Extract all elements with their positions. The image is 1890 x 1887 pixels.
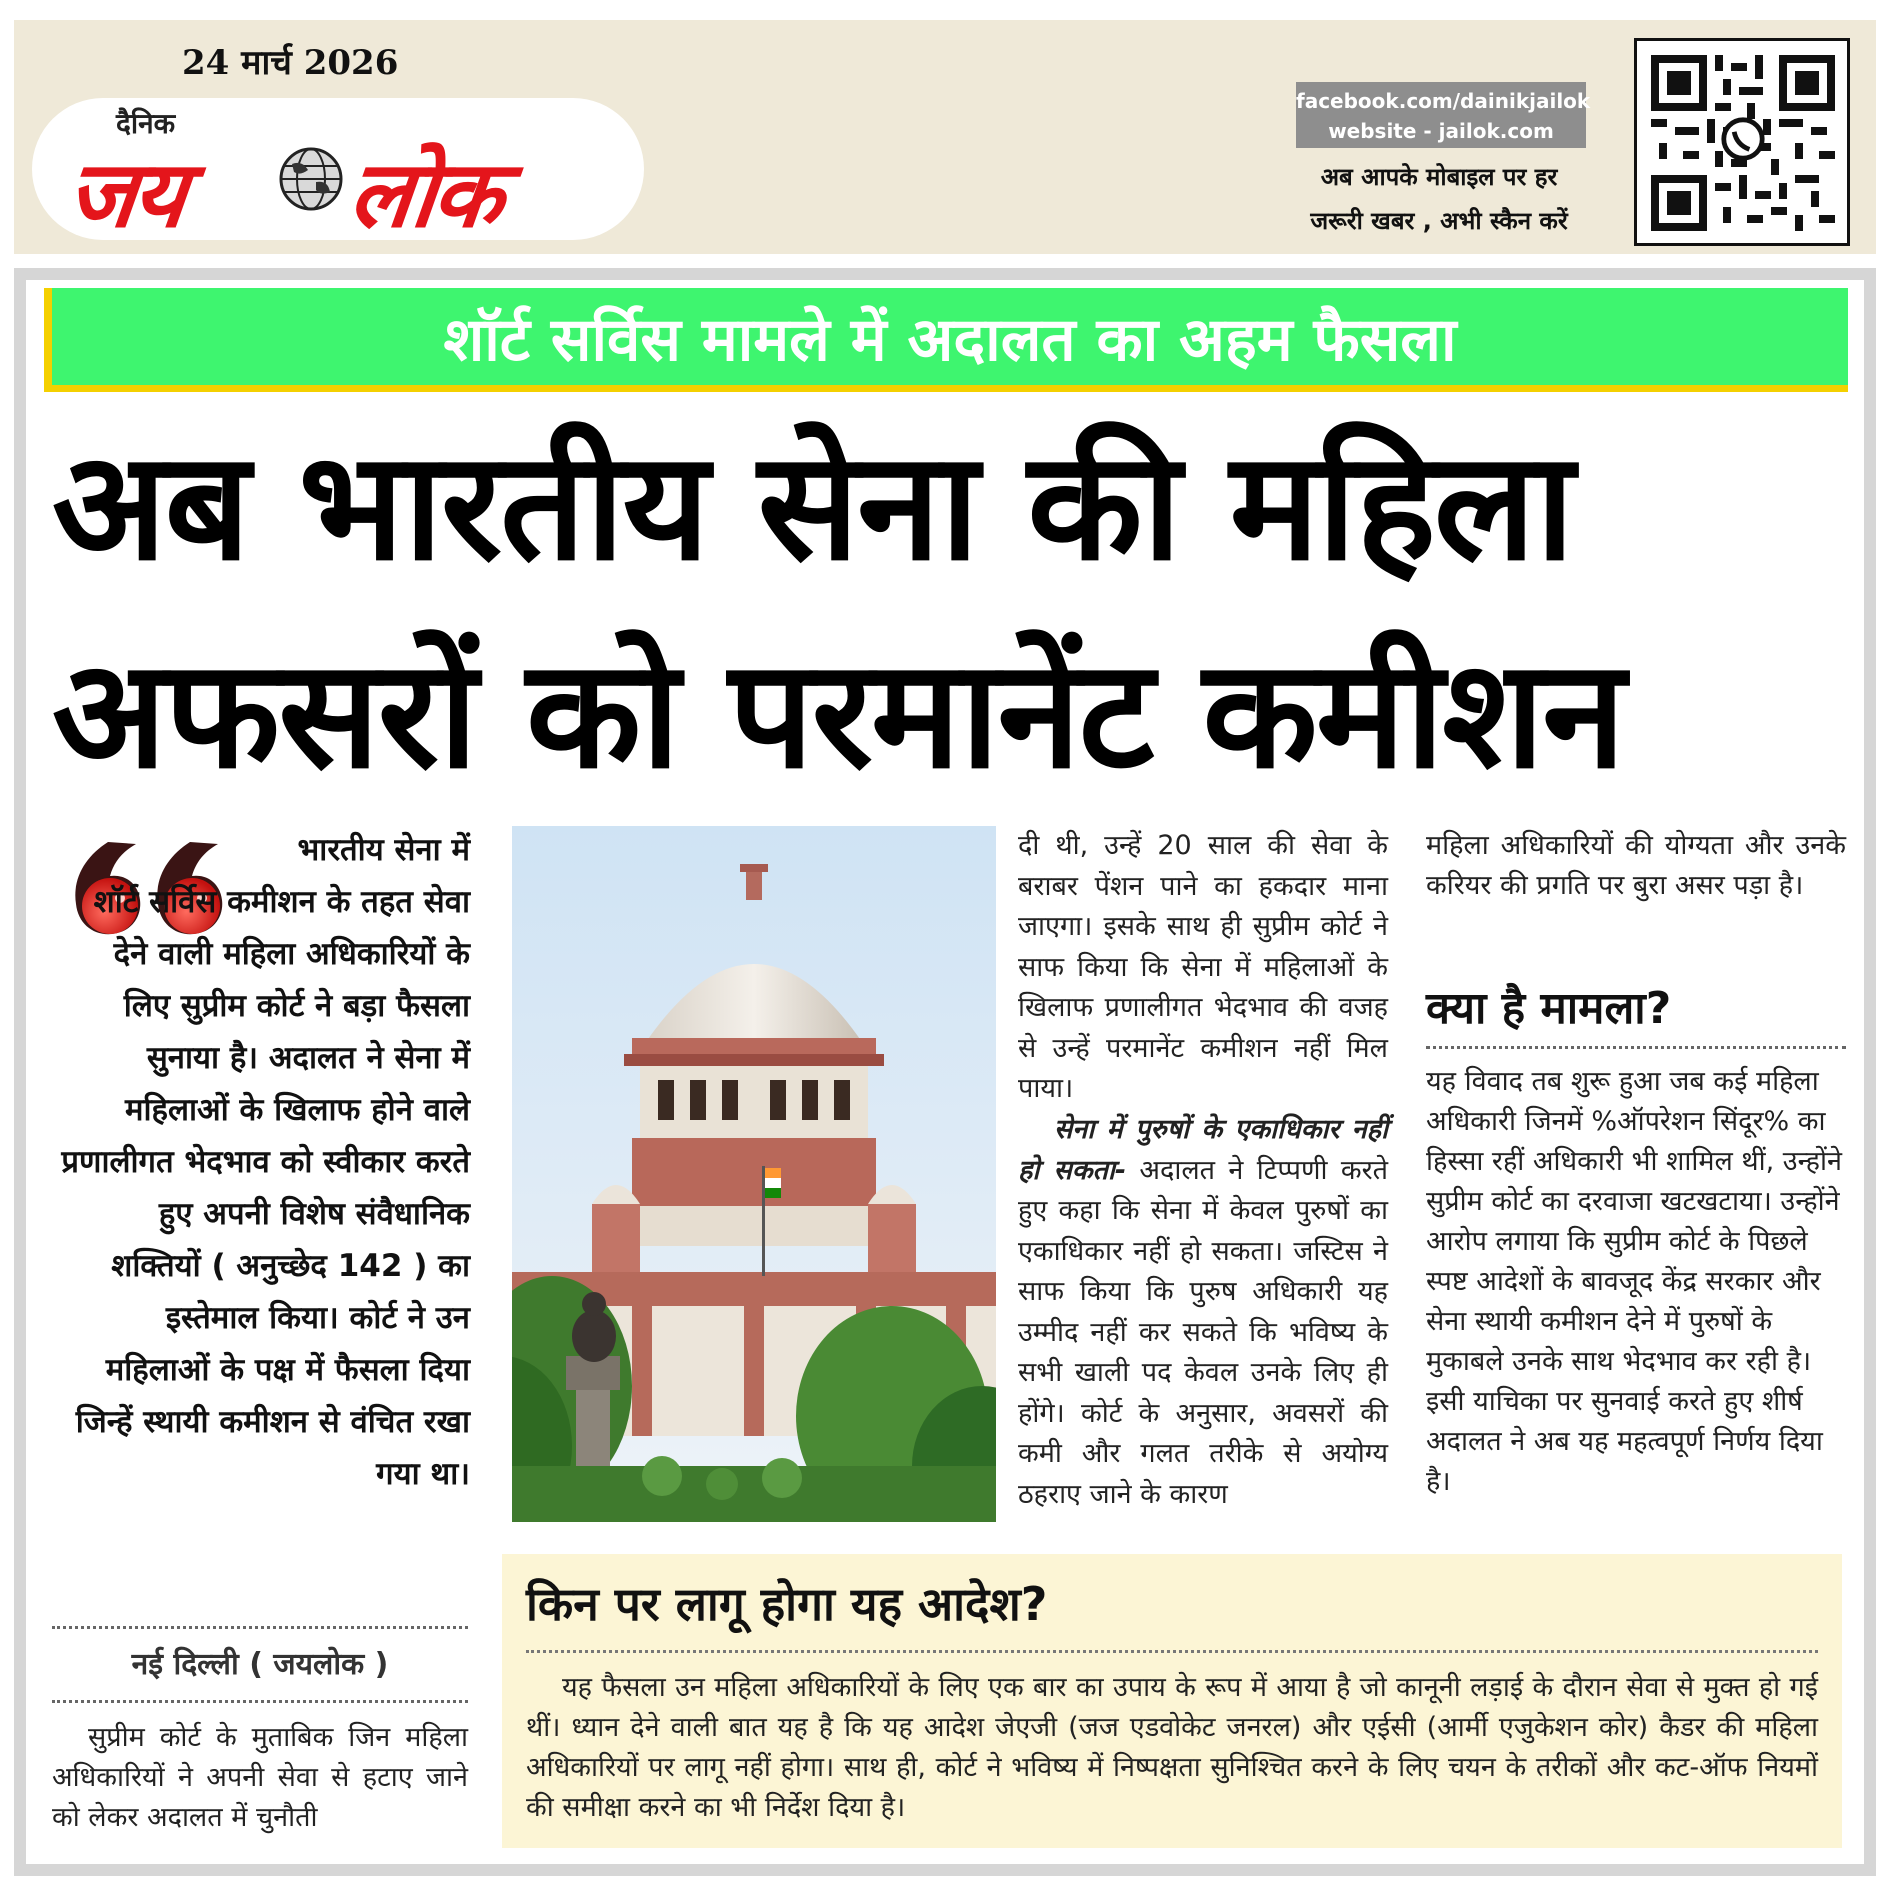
mobile-promo-line-1: अब आपके मोबाइल पर हर: [1320, 163, 1558, 191]
divider: [1426, 1046, 1846, 1049]
column-3-heading: क्या है मामला?: [1426, 983, 1672, 1034]
applicability-box: [502, 1554, 1842, 1848]
qr-code[interactable]: [1634, 38, 1850, 246]
facebook-link[interactable]: facebook.com/dainikjailok: [1296, 89, 1591, 113]
column-3-paragraph-2: यह विवाद तब शुरू हुआ जब कई महिला अधिकारी जिनमें %ऑपरेशन सिंदूर% का हिस्सा रहीं अधिकारी भी शामिल थीं, उन्होंने सुप्रीम कोर्ट का दरवाजा खटखटाया। उन्होंने आरोप लगाया कि सुप्रीम कोर्ट के पिछले स्पष्ट आदेशों के बावजूद केंद्र सरकार और सेना स्थायी कमीशन देने में पुरुषों के मुकाबले उनके साथ भेदभाव कर रही है। इसी याचिका पर सुनवाई करते हुए शीर्ष अदालत ने अब यह महत्वपूर्ण निर्णय दिया है।: [1426, 1066, 1842, 1497]
qr-code-icon: [1651, 53, 1835, 233]
divider: [52, 1626, 468, 1629]
kicker-text: शॉर्ट सर्विस मामले में अदालत का अहम फैसला: [443, 304, 1457, 375]
dateline: नई दिल्ली ( जयलोक ): [131, 1647, 389, 1682]
logo-word-jai: जय: [61, 141, 189, 248]
column-3-paragraph-1: महिला अधिकारियों की योग्यता और उनके करियर की प्रगति पर बुरा असर पड़ा है।: [1426, 830, 1846, 901]
column-2-subhead: सेना में पुरुषों के एकाधिकार नहीं हो सकता-: [1018, 1114, 1388, 1186]
headline-line-1: अब भारतीय सेना की महिला: [52, 420, 1573, 594]
headline-line-2: अफसरों को परमानेंट कमीशन: [52, 628, 1624, 802]
applicability-heading: किन पर लागू होगा यह आदेश?: [526, 1577, 1048, 1631]
newspaper-logo[interactable]: [32, 98, 644, 248]
column-1-body: सुप्रीम कोर्ट के मुताबिक जिन महिला अधिकारियों ने अपनी सेवा से हटाए जाने को लेकर अदालत में चुनौती: [52, 1722, 468, 1833]
applicability-body: यह फैसला उन महिला अधिकारियों के लिए एक बार का उपाय के रूप में आया है जो कानूनी लड़ाई के दौरान सेवा से मुक्त हो गई थीं। ध्यान देने वाली बात यह है कि यह आदेश जेएजी (जज एडवोकेट जनरल) और एईसी (आर्मी एजुकेशन कोर) कैडर की महिला अधिकारियों पर लागू नहीं होगा। साथ ही, कोर्ट ने भविष्य में निष्पक्षता सुनिश्चित करने के लिए चयन के तरीकों और कट-ऑफ नियमों की समीक्षा करने का भी निर्देश दिया है।: [526, 1672, 1818, 1823]
logo-small-text: दैनिक: [116, 107, 176, 140]
issue-date: 24 मार्च 2026: [182, 43, 399, 83]
globe-icon: [278, 146, 344, 212]
divider: [52, 1700, 468, 1703]
lead-paragraph: भारतीय सेना में शॉर्ट सर्विस कमीशन के तहत सेवा देने वाली महिला अधिकारियों के लिए सुप्रीम कोर्ट ने बड़ा फैसला सुनाया है। अदालत ने सेना में महिलाओं के खिलाफ होने वाले प्रणालीगत भेदभाव को स्वीकार करते हुए अपनी विशेष संवैधानिक शक्तियों ( अनुच्छेद 142 ) का इस्तेमाल किया। कोर्ट ने उन महिलाओं के पक्ष में फैसला दिया जिन्हें स्थायी कमीशन से वंचित रखा गया था।: [61, 832, 470, 1492]
divider: [526, 1650, 1818, 1653]
column-2-paragraph-2: [1018, 1110, 1388, 1515]
mobile-promo-line-2: जरूरी खबर , अभी स्कैन करें: [1310, 207, 1568, 235]
column-2-paragraph-1: दी थी, उन्हें 20 साल की सेवा के बराबर पेंशन पाने का हकदार माना जाएगा। इसके साथ ही सुप्रीम कोर्ट ने साफ किया कि सेना में महिलाओं के खिलाफ प्रणालीगत भेदभाव की वजह से उन्हें परमानेंट कमीशन नहीं मिल पाया।: [1018, 830, 1388, 1104]
social-links[interactable]: [1296, 82, 1591, 148]
column-2-paragraph-2-text: अदालत ने टिप्पणी करते हुए कहा कि सेना में केवल पुरुषों का एकाधिकार नहीं हो सकता। जस्टिस ने साफ किया कि पुरुष अधिकारी यह उम्मीद नहीं कर सकते कि भविष्य के सभी खाली पद केवल उनके लिए ही होंगे। कोर्ट के अनुसार, अवसरों की कमी और गलत तरीके से अयोग्य ठहराए जाने के कारण: [1018, 1154, 1389, 1510]
kicker-banner: [44, 288, 1848, 392]
website-link[interactable]: website - jailok.com: [1328, 119, 1554, 143]
masthead: [14, 20, 1876, 254]
logo-word-lok: लोक: [343, 141, 507, 248]
supreme-court-photo: [512, 826, 996, 1522]
